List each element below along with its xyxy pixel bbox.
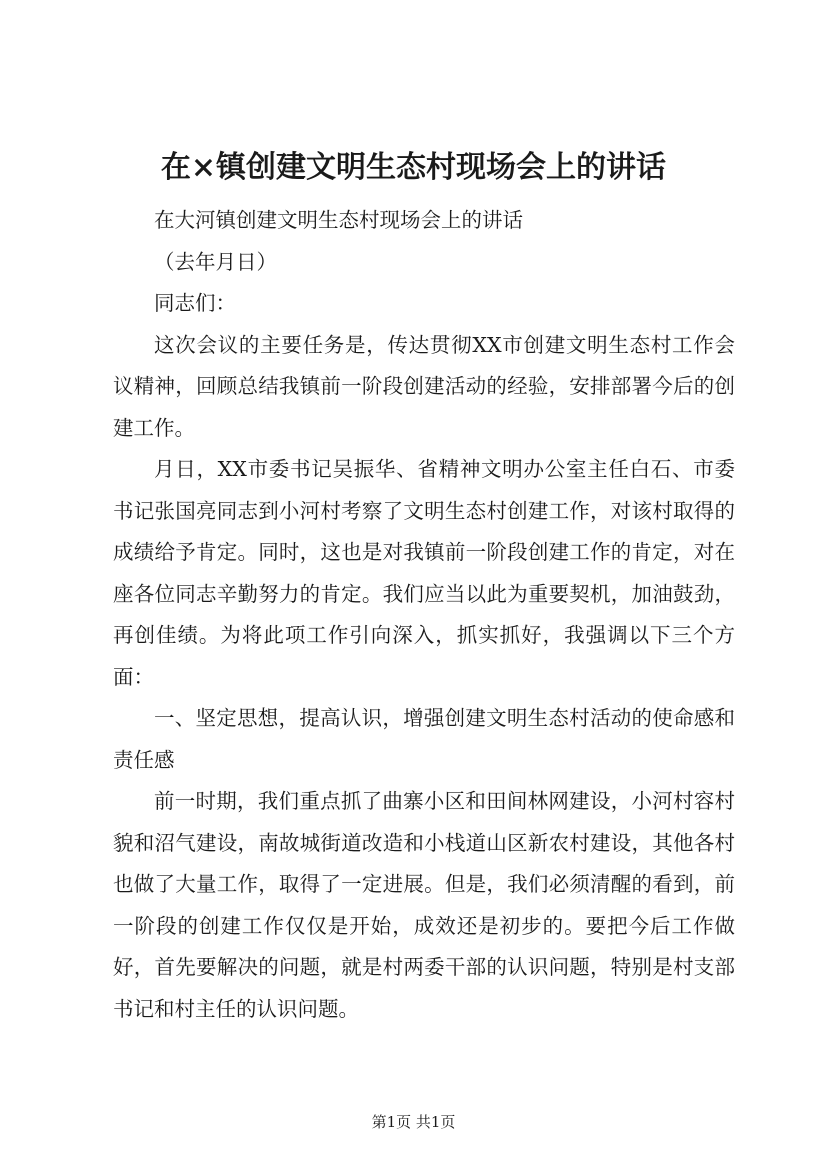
body-paragraph: 这次会议的主要任务是，传达贯彻XX市创建文明生态村工作会议精神，回顾总结我镇前一阶段创建活动的经验，安排部署今后的创建工作。 [113,332,735,440]
subtitle-paragraph: 在大河镇创建文明生态村现场会上的讲话 [154,208,523,232]
document-title: 在×镇创建文明生态村现场会上的讲话 [160,150,667,185]
salutation-paragraph: 同志们： [154,291,236,315]
page-footer: 第1页 共1页 [371,1113,456,1131]
section-heading: 一、坚定思想，提高认识，增强创建文明生态村活动的使命感和责任感 [113,706,735,772]
body-paragraph: 前一时期，我们重点抓了曲寨小区和田间林网建设，小河村容村貌和沼气建设，南故城街道改造和小栈道山区新农村建设，其他各村也做了大量工作，取得了一定进展。但是，我们必须清醒的看到，前一阶段的创建工作仅仅是开始，成效还是初步的。要把今后工作做好，首先要解决的问题，就是村两委干部的认识问题，特别是村支部书记和村主任的认识问题。 [113,789,735,1021]
date-paragraph: （去年月日） [154,249,277,274]
document-body [113,200,735,1030]
body-paragraph: 月日，XX市委书记吴振华、省精神文明办公室主任白石、市委书记张国亮同志到小河村考察了文明生态村创建工作，对该村取得的成绩给予肯定。同时，这也是对我镇前一阶段创建工作的肯定，对在座各位同志辛勤努力的肯定。我们应当以此为重要契机，加油鼓劲，再创佳绩。为将此项工作引向深入，抓实抓好，我强调以下三个方面： [113,457,735,689]
